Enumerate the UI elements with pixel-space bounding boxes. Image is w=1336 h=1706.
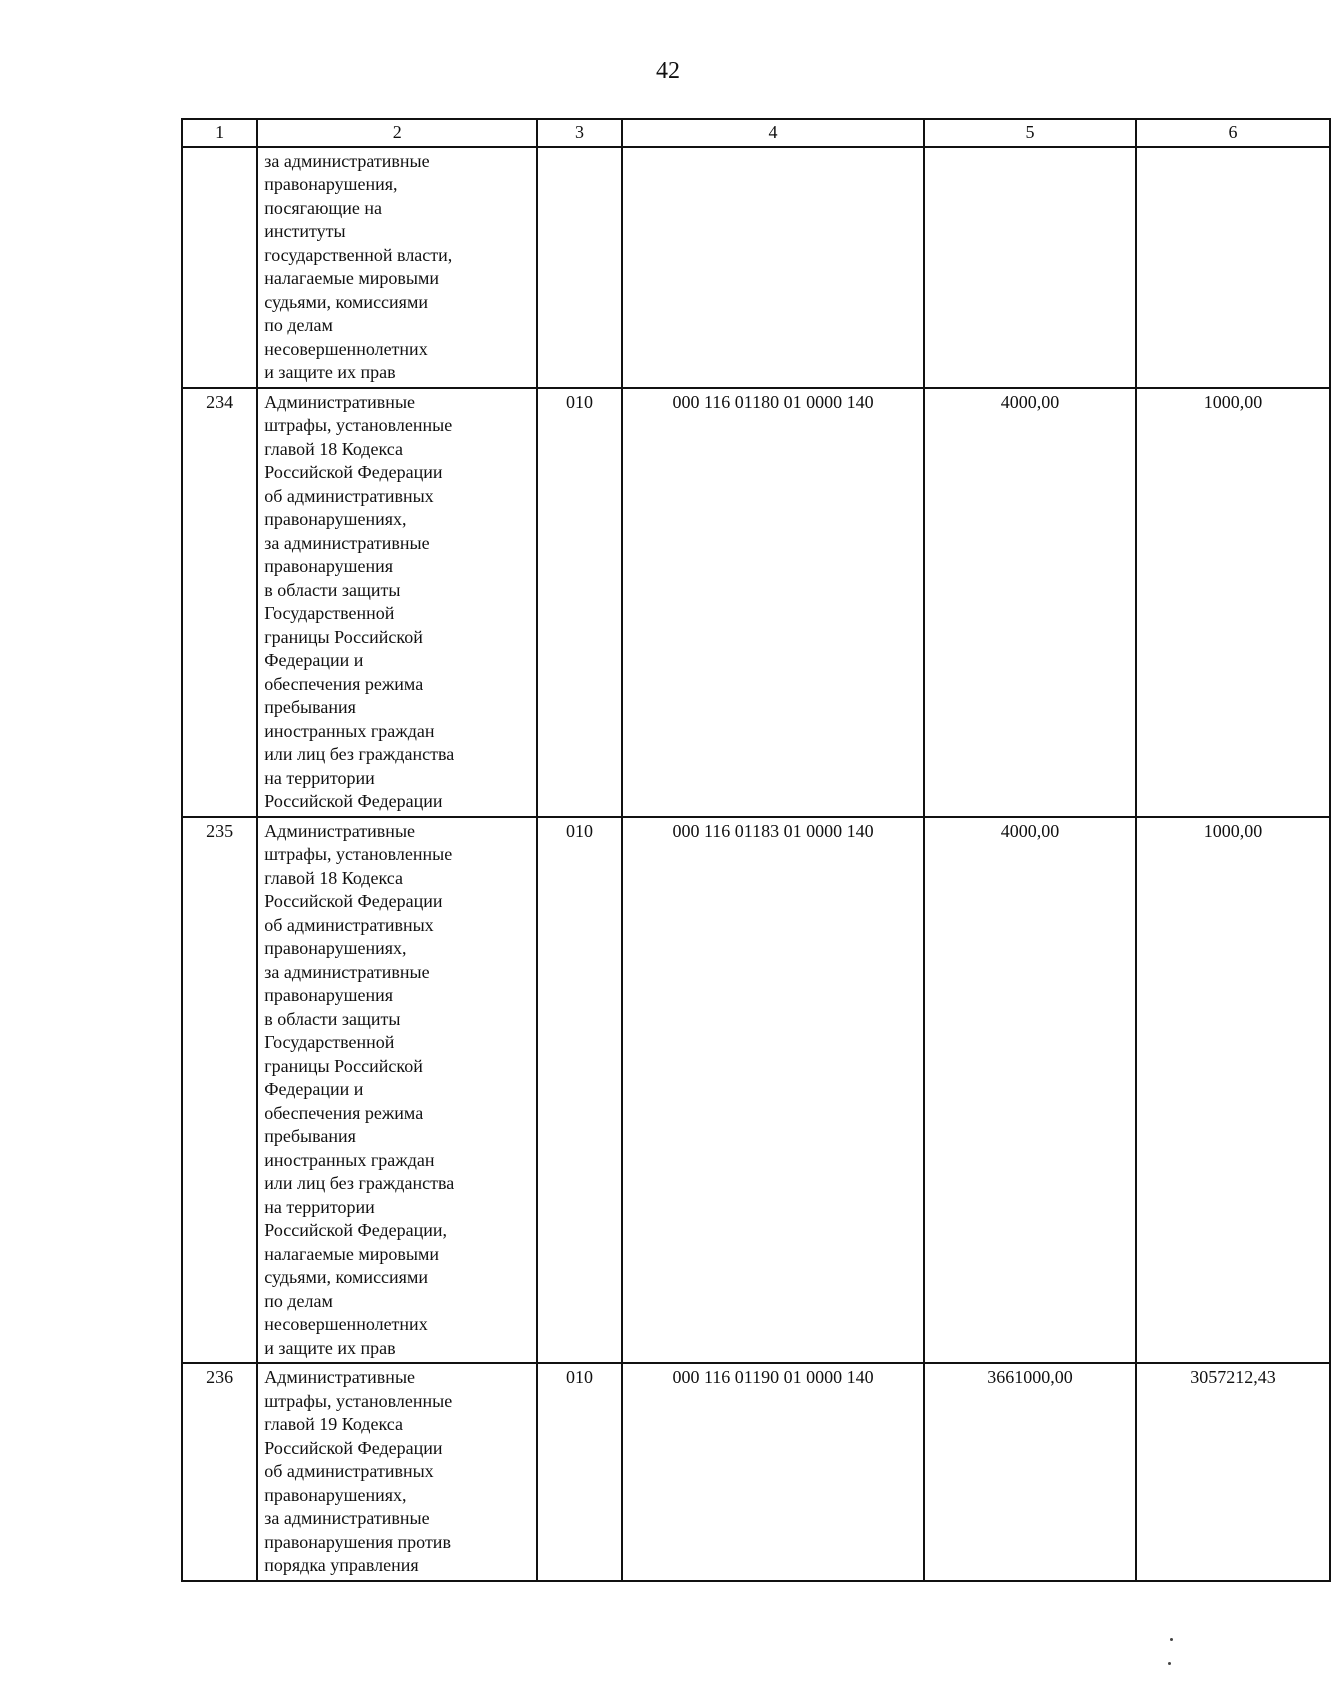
scan-speck — [1168, 1662, 1171, 1665]
row-actual-amount: 1000,00 — [1136, 388, 1330, 817]
row-number: 236 — [182, 1363, 257, 1581]
scan-speck — [1170, 1638, 1173, 1641]
row-number: 234 — [182, 388, 257, 817]
row-description: Административные штрафы, установленные главой 19 Кодекса Российской Федерации об административных правонарушениях, за административные правонарушения против порядка управления — [257, 1363, 537, 1581]
row-budget-code: 000 116 01180 01 0000 140 — [622, 388, 924, 817]
row-budget-code: 000 116 01183 01 0000 140 — [622, 817, 924, 1364]
column-header: 6 — [1136, 119, 1330, 147]
row-plan-amount: 4000,00 — [924, 817, 1136, 1364]
row-number — [182, 147, 257, 388]
row-admin-code: 010 — [537, 817, 622, 1364]
column-header: 4 — [622, 119, 924, 147]
page-number: 42 — [656, 58, 680, 84]
row-plan-amount — [924, 147, 1136, 388]
row-admin-code: 010 — [537, 1363, 622, 1581]
row-budget-code: 000 116 01190 01 0000 140 — [622, 1363, 924, 1581]
row-admin-code — [537, 147, 622, 388]
row-description: Административные штрафы, установленные главой 18 Кодекса Российской Федерации об административных правонарушениях, за административные правонарушения в области защиты Государственной границы Российской Федерации и обеспечения режима пребывания иностранных граждан или лиц без гражданства на территории Российской Федерации, налагаемые мировыми судьями, комиссиями по делам несовершеннолетних и защите их прав — [257, 817, 537, 1364]
table-row — [182, 1363, 1330, 1581]
column-header: 3 — [537, 119, 622, 147]
row-description: Административные штрафы, установленные главой 18 Кодекса Российской Федерации об административных правонарушениях, за административные правонарушения в области защиты Государственной границы Российской Федерации и обеспечения режима пребывания иностранных граждан или лиц без гражданства на территории Российской Федерации — [257, 388, 537, 817]
row-plan-amount: 3661000,00 — [924, 1363, 1136, 1581]
column-header: 2 — [257, 119, 537, 147]
column-header: 5 — [924, 119, 1136, 147]
row-actual-amount: 3057212,43 — [1136, 1363, 1330, 1581]
header-row — [182, 119, 1330, 147]
table-row — [182, 817, 1330, 1364]
row-admin-code: 010 — [537, 388, 622, 817]
row-actual-amount: 1000,00 — [1136, 817, 1330, 1364]
row-plan-amount: 4000,00 — [924, 388, 1136, 817]
table-row — [182, 388, 1330, 817]
row-actual-amount — [1136, 147, 1330, 388]
row-description: за административные правонарушения, посягающие на институты государственной власти, налагаемые мировыми судьями, комиссиями по делам несовершеннолетних и защите их прав — [257, 147, 537, 388]
table-row — [182, 147, 1330, 388]
row-budget-code — [622, 147, 924, 388]
column-header: 1 — [182, 119, 257, 147]
budget-table — [181, 118, 1331, 1582]
row-number: 235 — [182, 817, 257, 1364]
